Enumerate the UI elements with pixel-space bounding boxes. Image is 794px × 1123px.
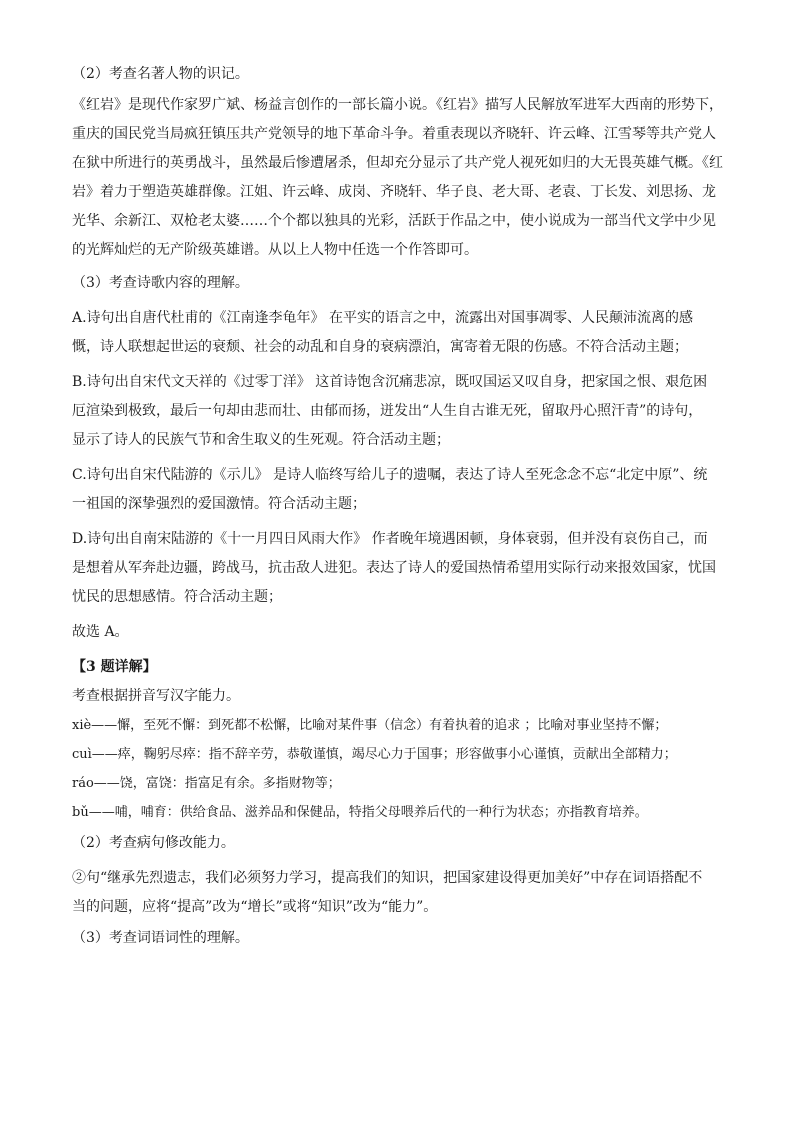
option-d <box>72 525 722 612</box>
text-line: 当的问题，应将“提高”改为“增长”或将“知识”改为“能力”。 <box>72 899 438 915</box>
text-line: ②句“继承先烈遗志，我们必须努力学习，提高我们的知识，把国家建设得更加美好”中存在词语搭配不 <box>72 870 703 886</box>
list-item: bǔ——哺，哺育：供给食品、滋养品和保健品，特指父母喂养后代的一种行为状态；亦指教育培养。 <box>72 805 648 820</box>
text-line: 是想着从军奔赴边疆，跨战马，抗击敌人进犯。表达了诗人的爱国热情希望用实际行动来报效国家，忧国 <box>72 560 716 576</box>
answer-conclusion: 故选 A。 <box>72 624 129 640</box>
list-item: xiè——懈，至死不懈：到死都不松懈，比喻对某件事（信念）有着执着的追求 ；比喻对事业坚持不懈； <box>72 718 668 733</box>
section-intro: 考查根据拼音写汉字能力。 <box>72 688 240 704</box>
text-line: A.诗句出自唐代杜甫的《江南逢李龟年》 在平实的语言之中，流露出对国事凋零、人民颠沛流离的感 <box>72 310 694 326</box>
text-line: 岩》着力于塑造英雄群像。江姐、许云峰、成岗、齐晓轩、华子良、老大哥、老袁、丁长发、刘思扬、龙 <box>72 184 716 200</box>
text-line: 忧民的思想感情。符合活动主题； <box>72 589 282 605</box>
pinyin-list <box>72 711 722 827</box>
section-heading: （2）考查病句修改能力。 <box>72 835 235 851</box>
text-line: 光华、余新江、双枪老太婆……个个都以独具的光彩，活跃于作品之中，使小说成为一部当代文学中少见 <box>72 213 716 229</box>
text-line: 厄渲染到极致，最后一句却由悲而壮、由郁而扬，迸发出“人生自古谁无死，留取丹心照汗青”的诗句， <box>72 403 703 419</box>
document-page <box>72 60 722 953</box>
text-line: 慨，诗人联想起世运的衰颓、社会的动乱和自身的衰病漂泊，寓寄着无限的伤感。不符合活动主题； <box>72 339 688 355</box>
text-line: 重庆的国民党当局疯狂镇压共产党领导的地下革命斗争。着重表现以齐晓轩、许云峰、江雪琴等共产党人 <box>72 126 716 142</box>
paragraph-hongyan <box>72 91 722 265</box>
option-b <box>72 368 722 455</box>
section-title: 【3 题详解】 <box>72 659 157 675</box>
section-heading: （3）考查词语词性的理解。 <box>72 930 249 946</box>
option-a <box>72 304 722 362</box>
text-line: 《红岩》是现代作家罗广斌、杨益言创作的一部长篇小说。《红岩》描写人民解放军进军大西南的形势下， <box>72 97 723 113</box>
section-heading: （2）考查名著人物的识记。 <box>72 66 249 82</box>
list-item: cuì——瘁，鞠躬尽瘁：指不辞辛劳，恭敬谨慎，竭尽心力于国事；形容做事小心谨慎，贡献出全部精力； <box>72 747 677 762</box>
text-line: 的光辉灿烂的无产阶级英雄谱。从以上人物中任选一个作答即可。 <box>72 242 478 258</box>
text-line: 显示了诗人的民族气节和舍生取义的生死观。符合活动主题； <box>72 432 450 448</box>
text-line: 在狱中所进行的英勇战斗，虽然最后惨遭屠杀，但却充分显示了共产党人视死如归的大无畏英雄气概。《红 <box>72 155 723 171</box>
section-heading: （3）考查诗歌内容的理解。 <box>72 275 249 291</box>
list-item: ráo——饶，富饶：指富足有余。多指财物等； <box>72 776 341 791</box>
paragraph-sentence-fix <box>72 864 722 922</box>
text-line: C.诗句出自宋代陆游的《示儿》 是诗人临终写给儿子的遗嘱，表达了诗人至死念念不忘“北定中原”、统 <box>72 467 708 483</box>
option-c <box>72 461 722 519</box>
text-line: B.诗句出自宋代文天祥的《过零丁洋》 这首诗饱含沉痛悲凉，既叹国运又叹自身，把家国之恨、艰危困 <box>72 374 708 390</box>
text-line: D.诗句出自南宋陆游的《十一月四日风雨大作》 作者晚年境遇困顿，身体衰弱，但并没有哀伤自己，而 <box>72 531 708 547</box>
text-line: 一祖国的深挚强烈的爱国激情。符合活动主题； <box>72 496 366 512</box>
